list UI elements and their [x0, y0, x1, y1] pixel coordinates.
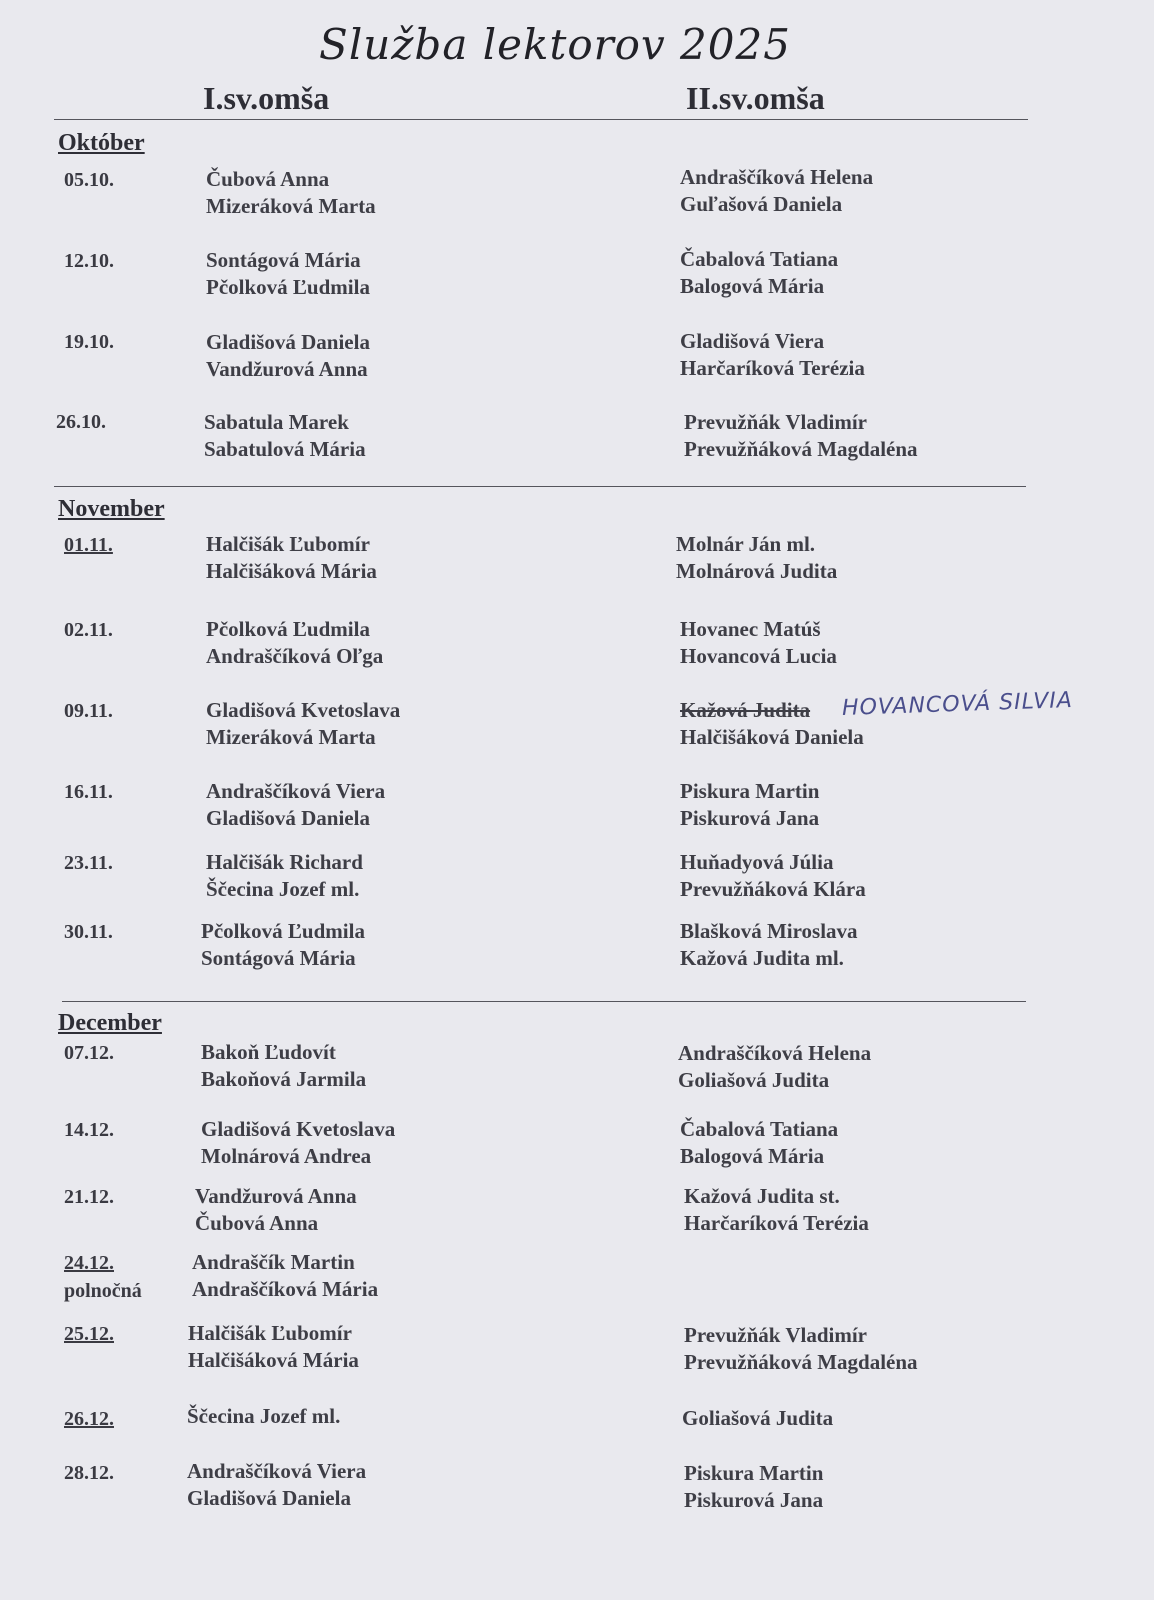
reader-name: Čabalová Tatiana: [680, 1117, 839, 1141]
second-mass-readers: [680, 918, 858, 972]
reader-name: Ščecina Jozef ml.: [187, 1404, 341, 1428]
first-mass-readers: [206, 247, 370, 301]
reader-name: Halčišáková Daniela: [680, 725, 864, 749]
first-mass-readers: [201, 918, 365, 972]
reader-name: Andraščíková Viera: [206, 779, 386, 803]
reader-name: Andraščíková Viera: [187, 1459, 367, 1483]
second-mass-readers: [684, 409, 918, 463]
reader-name: Halčišák Ľubomír: [206, 532, 370, 556]
entry-date: 16.11.: [64, 781, 113, 803]
reader-name: Halčišáková Mária: [188, 1348, 359, 1372]
first-mass-readers: [206, 531, 377, 585]
reader-name: Sabatula Marek: [204, 410, 349, 434]
reader-name: Gladišová Kvetoslava: [201, 1117, 396, 1141]
handwritten-replacement-note: HOVANCOVÁ SILVIA: [841, 687, 1074, 722]
reader-name: Huňadyová Júlia: [680, 850, 834, 874]
second-mass-readers: [680, 778, 819, 832]
reader-name: Prevužňáková Magdaléna: [684, 1350, 918, 1374]
first-mass-readers: [201, 1039, 366, 1093]
reader-name: Piskura Martin: [684, 1461, 824, 1485]
entry-date: 12.10.: [64, 250, 114, 272]
entry-date: 23.11.: [64, 852, 113, 874]
second-mass-readers: [680, 246, 838, 300]
reader-name: Piskura Martin: [680, 779, 820, 803]
reader-name: Molnár Ján ml.: [676, 532, 816, 556]
reader-name: Sontágová Mária: [201, 946, 356, 970]
reader-name: Prevužňák Vladimír: [684, 410, 867, 434]
section-divider: [54, 486, 1026, 487]
reader-name: Sontágová Mária: [206, 248, 361, 272]
reader-name: Molnárová Judita: [676, 559, 838, 583]
second-mass-readers: [680, 697, 864, 751]
second-mass-readers: [678, 1040, 871, 1094]
first-mass-readers: [206, 697, 400, 751]
entry-note-midnight: polnočná: [64, 1280, 142, 1302]
reader-name: Blašková Miroslava: [680, 919, 858, 943]
reader-name: Andraščíková Helena: [680, 165, 874, 189]
reader-name: Gladišová Daniela: [187, 1486, 351, 1510]
reader-name: Prevužňák Vladimír: [684, 1323, 867, 1347]
second-mass-readers: [680, 616, 837, 670]
reader-name: Halčišák Richard: [206, 850, 363, 874]
entry-date: 07.12.: [64, 1042, 114, 1064]
entry-date: 30.11.: [64, 921, 113, 943]
reader-name: Andraščíková Oľga: [206, 644, 384, 668]
first-mass-readers: [187, 1403, 340, 1430]
reader-name: Gladišová Viera: [680, 329, 825, 353]
reader-name: Gladišová Daniela: [206, 330, 370, 354]
entry-date: 09.11.: [64, 700, 113, 722]
column-header-second-mass: II.sv.omša: [686, 80, 825, 116]
entry-date: 26.10.: [56, 411, 106, 433]
first-mass-readers: [206, 778, 385, 832]
reader-name: Andraščíková Mária: [192, 1277, 379, 1301]
month-heading-december: December: [58, 1010, 162, 1036]
reader-name: Balogová Mária: [680, 274, 825, 298]
entry-date: 26.12.: [64, 1408, 114, 1430]
month-heading-october: Október: [58, 130, 145, 156]
first-mass-readers: [192, 1249, 378, 1303]
reader-name: Kažová Judita ml.: [680, 946, 844, 970]
entry-date: 21.12.: [64, 1186, 114, 1208]
month-heading-november: November: [58, 496, 165, 522]
first-mass-readers: [206, 329, 370, 383]
reader-name: Kažová Judita st.: [684, 1184, 840, 1208]
entry-date: 01.11.: [64, 534, 113, 556]
reader-name: Prevužňáková Klára: [680, 877, 866, 901]
reader-name: Molnárová Andrea: [201, 1144, 372, 1168]
reader-name: Andraščík Martin: [192, 1250, 355, 1274]
first-mass-readers: [195, 1183, 357, 1237]
second-mass-readers: [684, 1460, 823, 1514]
reader-name: Ščecina Jozef ml.: [206, 877, 360, 901]
entry-date: 02.11.: [64, 619, 113, 641]
second-mass-readers: [680, 328, 865, 382]
reader-name: Bakoňová Jarmila: [201, 1067, 367, 1091]
reader-name: Pčolková Ľudmila: [206, 275, 370, 299]
entry-date: 28.12.: [64, 1462, 114, 1484]
reader-name: Goliašová Judita: [678, 1068, 830, 1092]
reader-name: Prevužňáková Magdaléna: [684, 437, 918, 461]
entry-date: 05.10.: [64, 169, 114, 191]
reader-name: Čabalová Tatiana: [680, 247, 839, 271]
second-mass-readers: [680, 1116, 838, 1170]
reader-name: Andraščíková Helena: [678, 1041, 872, 1065]
first-mass-readers: [206, 166, 376, 220]
reader-name: Čubová Anna: [206, 167, 330, 191]
second-mass-readers: [682, 1405, 833, 1432]
first-mass-readers: [204, 409, 366, 463]
first-mass-readers: [201, 1116, 395, 1170]
reader-name: Halčišáková Mária: [206, 559, 377, 583]
reader-name: Mizeráková Marta: [206, 725, 376, 749]
reader-name: Vandžurová Anna: [206, 357, 368, 381]
second-mass-readers: [680, 164, 873, 218]
column-header-first-mass: I.sv.omša: [203, 80, 330, 116]
reader-name: Halčišák Ľubomír: [188, 1321, 352, 1345]
reader-name: Gladišová Daniela: [206, 806, 370, 830]
reader-name: Balogová Mária: [680, 1144, 825, 1168]
reader-name: Harčaríková Terézia: [684, 1211, 869, 1235]
second-mass-readers: [680, 849, 866, 903]
reader-name: Vandžurová Anna: [195, 1184, 357, 1208]
reader-name: Piskurová Jana: [684, 1488, 824, 1512]
reader-name: Sabatulová Mária: [204, 437, 366, 461]
reader-name-crossed-out: Kažová Judita: [680, 698, 811, 722]
reader-name: Hovanec Matúš: [680, 617, 821, 641]
second-mass-readers: [684, 1322, 918, 1376]
reader-name: Hovancová Lucia: [680, 644, 837, 668]
reader-name: Harčaríková Terézia: [680, 356, 865, 380]
second-mass-readers: [676, 531, 837, 585]
first-mass-readers: [206, 616, 383, 670]
reader-name: Bakoň Ľudovít: [201, 1040, 336, 1064]
reader-name: Gladišová Kvetoslava: [206, 698, 401, 722]
entry-date: 14.12.: [64, 1119, 114, 1141]
entry-date: 25.12.: [64, 1323, 114, 1345]
entry-date: 24.12. polnočná: [64, 1249, 142, 1305]
entry-date: 19.10.: [64, 331, 114, 353]
first-mass-readers: [187, 1458, 366, 1512]
reader-name: Čubová Anna: [195, 1211, 319, 1235]
header-divider: [54, 119, 1028, 120]
page-title: Služba lektorov 2025: [319, 20, 791, 69]
reader-name: Guľašová Daniela: [680, 192, 843, 216]
reader-name: Mizeráková Marta: [206, 194, 376, 218]
reader-name: Pčolková Ľudmila: [206, 617, 370, 641]
section-divider: [62, 1001, 1026, 1002]
reader-name: Pčolková Ľudmila: [201, 919, 365, 943]
reader-name: Goliašová Judita: [682, 1406, 834, 1430]
reader-name: Piskurová Jana: [680, 806, 820, 830]
first-mass-readers: [188, 1320, 359, 1374]
first-mass-readers: [206, 849, 363, 903]
second-mass-readers: [684, 1183, 869, 1237]
